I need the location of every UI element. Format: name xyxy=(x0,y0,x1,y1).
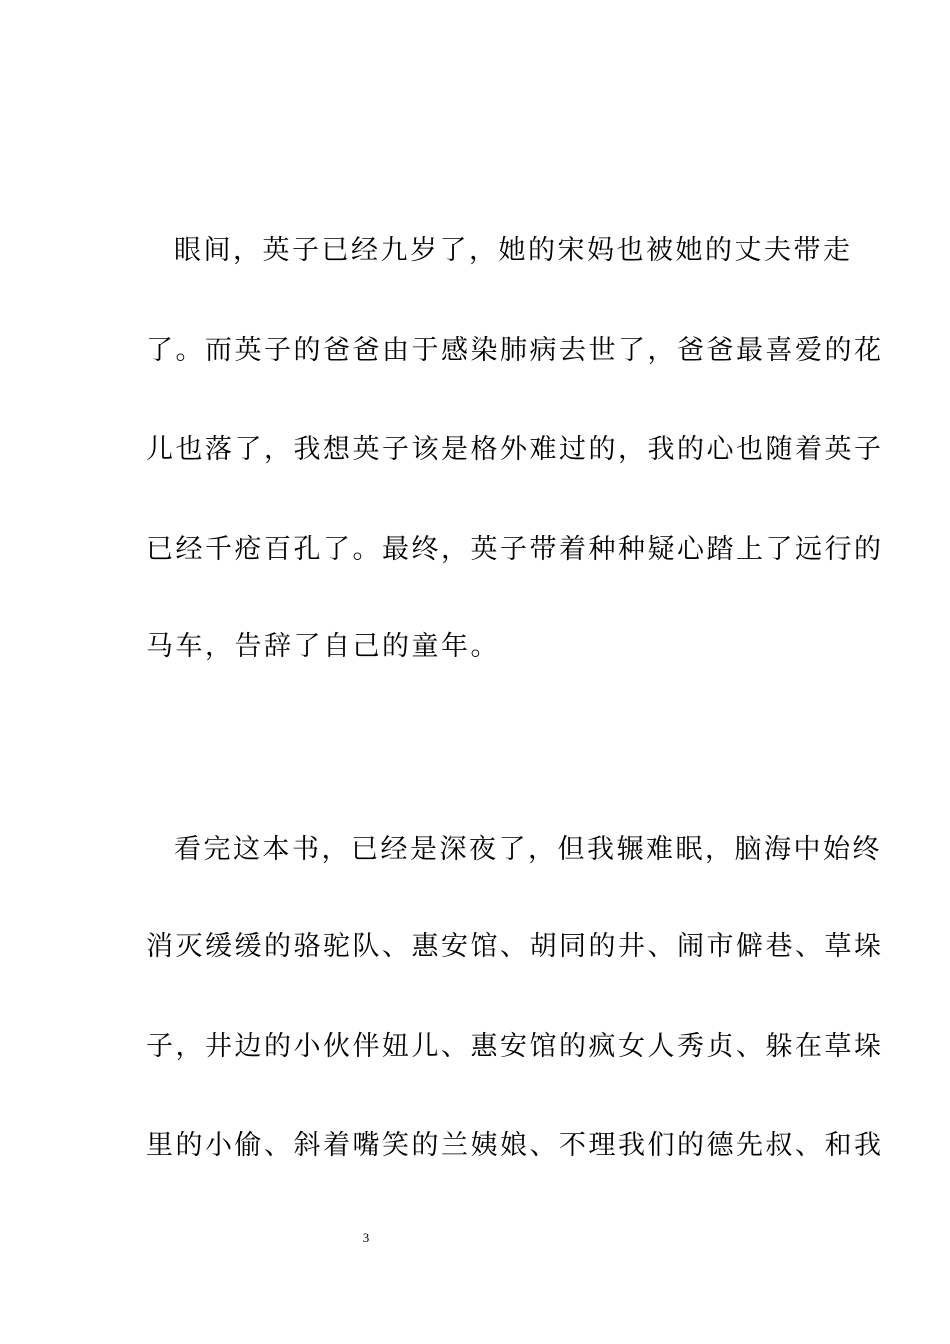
page-number: 3 xyxy=(362,1230,370,1245)
paragraph-2-line-4: 里的小偷、斜着嘴笑的兰姨娘、不理我们的德先叔、和我 xyxy=(146,1130,884,1161)
paragraph-1-line-2: 了。而英子的爸爸由于感染肺病去世了，爸爸最喜爱的花 xyxy=(146,335,884,366)
paragraph-1-line-5: 马车，告辞了自己的童年。 xyxy=(146,631,500,662)
paragraph-1-line-3: 儿也落了，我想英子该是格外难过的，我的心也随着英子 xyxy=(146,434,884,465)
paragraph-2-line-1: 看完这本书，已经是深夜了，但我辗难眠，脑海中始终 xyxy=(174,834,882,865)
paragraph-2-line-2: 消灭缓缓的骆驼队、惠安馆、胡同的井、闹市僻巷、草垛 xyxy=(146,931,884,962)
paragraph-2-line-3: 子，井边的小伙伴妞儿、惠安馆的疯女人秀贞、躲在草垛 xyxy=(146,1031,884,1062)
paragraph-1-line-1: 眼间，英子已经九岁了，她的宋妈也被她的丈夫带走 xyxy=(174,235,853,266)
paragraph-1-line-4: 已经千疮百孔了。最终，英子带着种种疑心踏上了远行的 xyxy=(146,534,884,565)
